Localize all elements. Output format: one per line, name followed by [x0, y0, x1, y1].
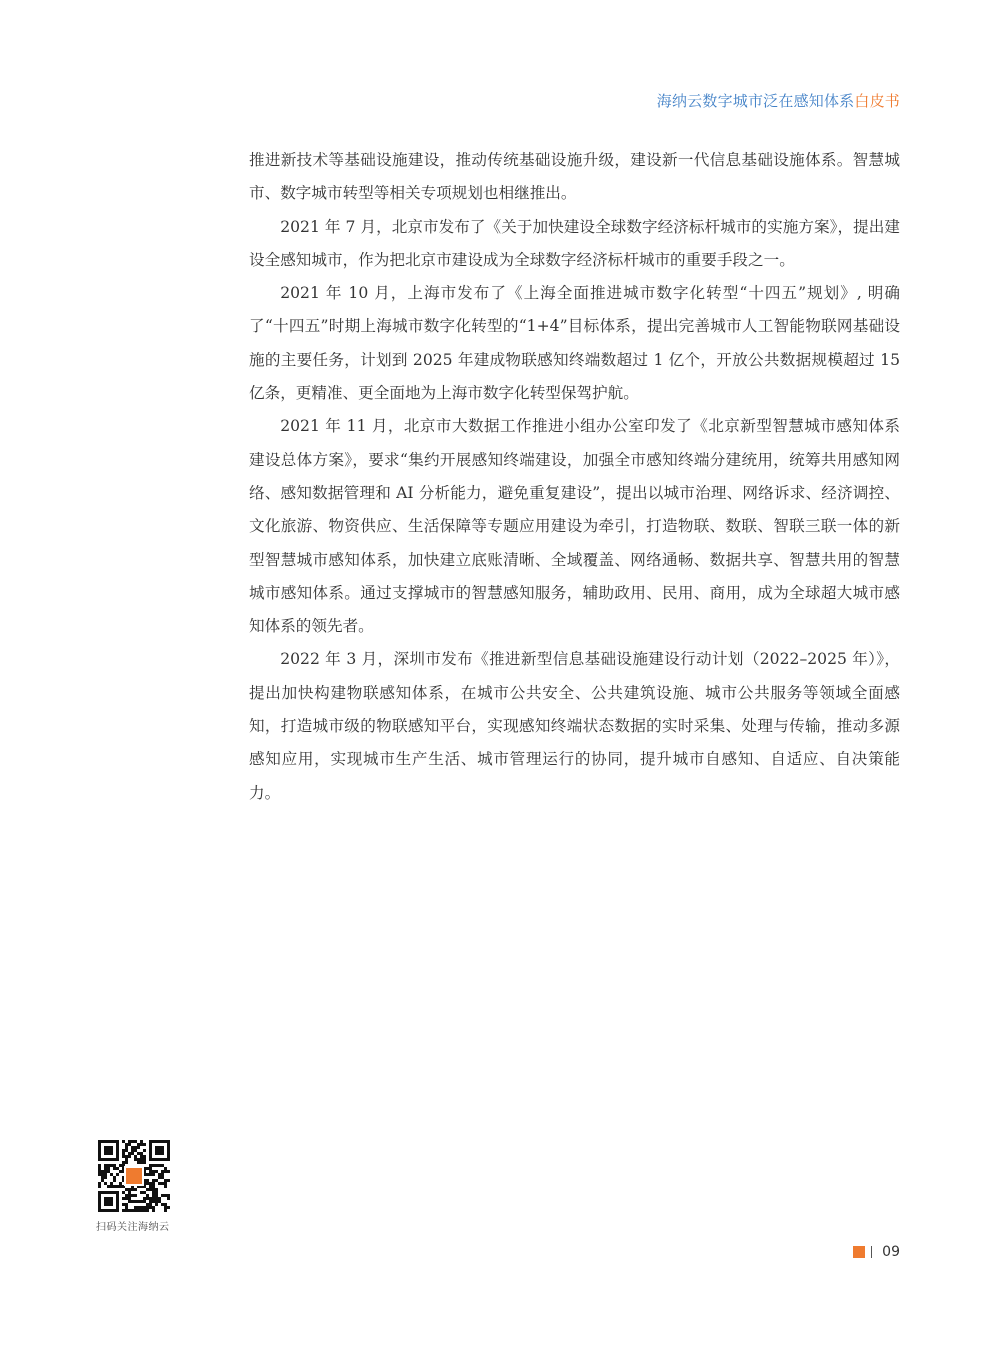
- paragraph: 推进新技术等基础设施建设，推动传统基础设施升级，建设新一代信息基础设施体系。智慧城市、数字城市转型等相关专项规划也相继推出。: [249, 151, 900, 203]
- footer-divider: [871, 1246, 872, 1258]
- paragraph: 2021 年 11 月，北京市大数据工作推进小组办公室印发了《北京新型智慧城市感知体系建设总体方案》，要求“集约开展感知终端建设，加强全市感知终端分建统用，统筹共用感知网络、感知数据管理和 AI 分析能力，避免重复建设”，提出以城市治理、网络诉求、经济调控、文化旅游、物资供应、生活保障等专题应用建设为牵引，打造物联、数联、智联三联一体的新型智慧城市感知体系，加快建立底账清晰、全域覆盖、网络通畅、数据共享、智慧共用的智慧城市感知体系。通过支撑城市的智慧感知服务，辅助政用、民用、商用，成为全球超大城市感知体系的领先者。: [249, 417, 900, 636]
- body-text: [249, 144, 900, 810]
- qr-block: [96, 1140, 174, 1233]
- header-title: [657, 90, 900, 111]
- paragraph: 2021 年 7 月，北京市发布了《关于加快建设全球数字经济标杆城市的实施方案》，提出建设全感知城市，作为把北京市建设成为全球数字经济标杆城市的重要手段之一。: [249, 217, 900, 269]
- qr-caption: 扫码关注海纳云: [96, 1222, 170, 1233]
- paragraph: 2022 年 3 月，深圳市发布《推进新型信息基础设施建设行动计划（2022–2025 年）》，提出加快构建物联感知体系，在城市公共安全、公共建筑设施、城市公共服务等领域全面感知，打造城市级的物联感知平台，实现感知终端状态数据的实时采集、处理与传输，推动多源感知应用，实现城市生产生活、城市管理运行的协同，提升城市自感知、自适应、自决策能力。: [249, 650, 900, 802]
- header-title-main: 海纳云数字城市泛在感知体系: [656, 92, 855, 110]
- page-footer: [853, 1244, 900, 1260]
- header-title-accent: 白皮书: [854, 92, 900, 110]
- qr-code-icon: [98, 1140, 170, 1212]
- paragraph: 2021 年 10 月，上海市发布了《上海全面推进城市数字化转型“十四五”规划》, 明确了“十四五”时期上海城市数字化转型的“1+4”目标体系，提出完善城市人工智能物联网基础设施的主要任务，计划到 2025 年建成物联感知终端数超过 1 亿个，开放公共数据规模超过 15 亿条，更精准、更全面地为上海市数字化转型保驾护航。: [249, 284, 900, 403]
- footer-square-icon: [853, 1246, 865, 1258]
- page-number: 09: [882, 1244, 900, 1260]
- logo-badge-icon: [124, 1166, 144, 1186]
